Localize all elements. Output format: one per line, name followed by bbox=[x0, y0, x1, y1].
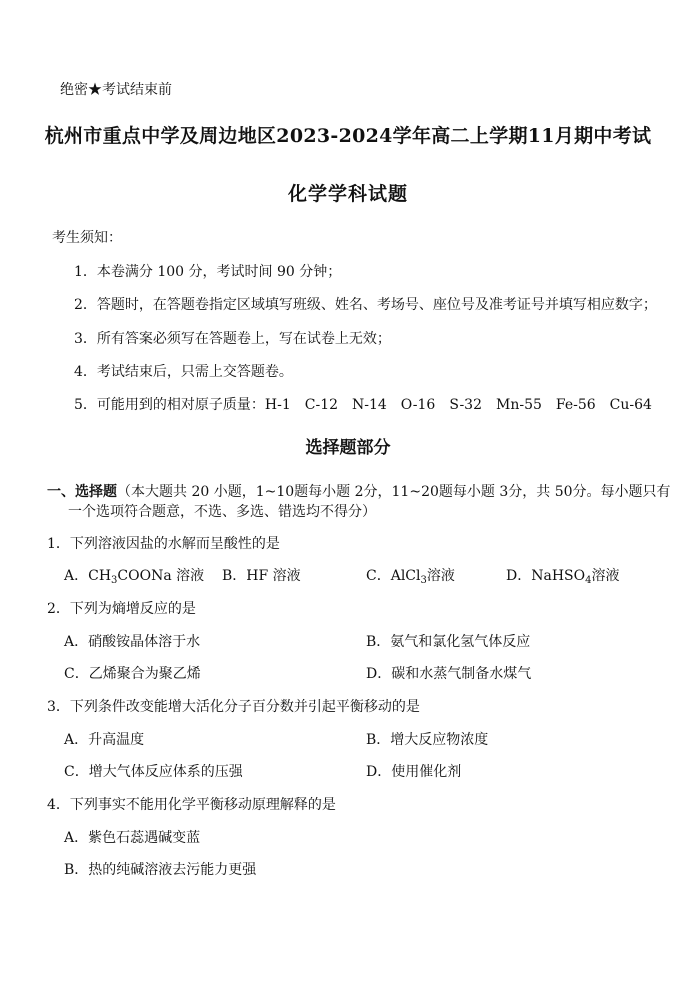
part-label: 一、选择题 bbox=[47, 484, 117, 500]
notice-item: 1．本卷满分 100 分，考试时间 90 分钟； bbox=[74, 264, 342, 280]
option-b: B．HF 溶液 bbox=[222, 568, 301, 584]
exam-title: 杭州市重点中学及周边地区2023-2024学年高二上学期11月期中考试 bbox=[44, 125, 652, 147]
option-b: B．氨气和氯化氢气体反应 bbox=[366, 634, 531, 650]
option-a: A．升高温度 bbox=[64, 732, 145, 748]
option-b: B．增大反应物浓度 bbox=[366, 732, 489, 748]
option-d: D．NaHSO$_4$溶液 bbox=[506, 568, 620, 586]
option-b: B．热的纯碱溶液去污能力更强 bbox=[64, 862, 257, 878]
notice-item: 3．所有答案必须写在答题卷上，写在试卷上无效； bbox=[74, 331, 391, 347]
section-title: 选择题部分 bbox=[305, 438, 391, 458]
option-d: D．使用催化剂 bbox=[366, 764, 462, 780]
question-stem: 3．下列条件改变能增大活化分子百分数并引起平衡移动的是 bbox=[47, 699, 420, 715]
option-c: C．AlCl$_3$溶液 bbox=[366, 568, 455, 586]
option-a: A．$CH_3COONa$ 溶液 bbox=[64, 568, 205, 586]
option-d: D．碳和水蒸气制备水煤气 bbox=[366, 666, 532, 682]
notice-item: 2．答题时，在答题卷指定区域填写班级、姓名、考场号、座位号及准考证号并填写相应数字； bbox=[74, 297, 657, 313]
subject-title: 化学学科试题 bbox=[287, 183, 408, 205]
part-intro bbox=[47, 481, 671, 501]
notice-heading: 考生须知： bbox=[52, 230, 122, 246]
option-c: C．乙烯聚合为聚乙烯 bbox=[64, 666, 201, 682]
part-intro-line2: 一个选项符合题意，不选、多选、错选均不得分） bbox=[68, 504, 376, 520]
confidential-label: 绝密★考试结束前 bbox=[60, 82, 172, 98]
option-a: A．硝酸铵晶体溶于水 bbox=[64, 634, 201, 650]
question-stem: 4．下列事实不能用化学平衡移动原理解释的是 bbox=[47, 797, 336, 813]
part-intro-line1: （本大题共 20 小题，1~10题每小题 2分，11~20题每小题 3分，共 50分。每小题只有 bbox=[117, 484, 671, 500]
question-stem: 2．下列为熵增反应的是 bbox=[47, 601, 196, 617]
option-c: C．增大气体反应体系的压强 bbox=[64, 764, 243, 780]
notice-item: 4．考试结束后，只需上交答题卷。 bbox=[74, 364, 293, 380]
option-a: A．紫色石蕊遇碱变蓝 bbox=[64, 830, 201, 846]
notice-item: 5．可能用到的相对原子质量：H-1 C-12 N-14 O-16 S-32 Mn-55 Fe-56 Cu-64 bbox=[74, 397, 652, 413]
question-stem: 1．下列溶液因盐的水解而呈酸性的是 bbox=[47, 536, 280, 552]
